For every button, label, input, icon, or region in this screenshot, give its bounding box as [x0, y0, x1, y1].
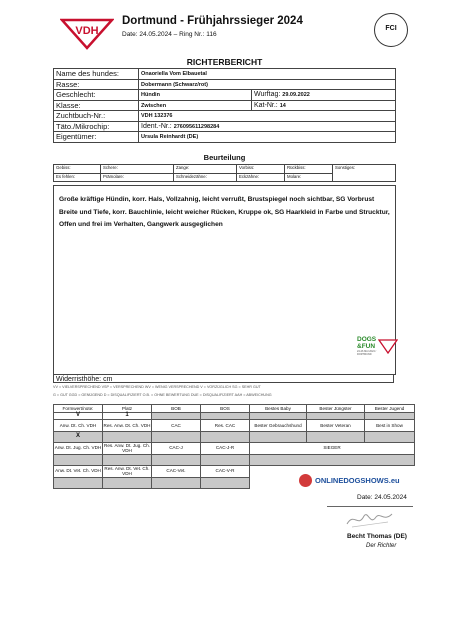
shade-row3-4: [201, 477, 250, 488]
shade-cell-3: [152, 431, 201, 442]
signature-line: [327, 506, 413, 507]
formwert-header: Formwert/note:: [54, 405, 103, 413]
shade-row2-1: [54, 454, 103, 465]
es-fehlen-label: Es fehlen:: [54, 173, 101, 182]
dogs-fun-logo: [357, 336, 377, 366]
fci-logo-text: FCI: [385, 25, 397, 32]
eigentumer-value: Ursula Reinhardt (DE): [141, 134, 199, 141]
zuchtbuch-value: VDH 132376: [141, 113, 173, 120]
wurftag-value: 29.09.2022: [282, 92, 310, 99]
baby-cell: [250, 413, 307, 420]
judge-comment: Große kräftige Hündin, korr. Hals, Vollzahnig, leicht verrußt, Brustspiegel noch sichtbar, SG Vorbrust Breite und Tiefe, korr. Bauchlinie, leicht weicher Rücken, Kruppe ok, SG Haarkleid in Farbe und Strucktur, Offen und frei im Verhalten, Gangwerk ausgeglichen: [59, 196, 390, 229]
geschlecht-value: Hündin: [141, 92, 160, 99]
res-cac-cell: Res. CAC: [201, 420, 250, 432]
legend-line1: VV = VIELVERSPRECHEND VSP = VERSPRECHEND WV = WENIG VERSPRECHEND V = VORZÜGLICH SG = SEHR GUT: [53, 385, 261, 389]
shade-row2-5: [250, 454, 415, 465]
cac-vet-cell: CAC-Vet.: [152, 465, 201, 477]
sonstiges-label: Sonstiges:: [333, 165, 396, 182]
report-title: RICHTERBERICHT: [186, 57, 263, 67]
name-value: Onaoriella Vom Elbauetal: [141, 71, 207, 78]
res-anw-dt-jug-cell: Res. Anw. Dt. Jug. Ch. VDH: [104, 442, 150, 453]
klasse-label: Klasse:: [54, 100, 139, 111]
cac-j-r-cell: CAC-J-R: [201, 442, 250, 454]
cac-cell: CAC: [152, 420, 201, 432]
vorbiss-label: Vorbiss:: [237, 165, 285, 174]
juengster-cell: [307, 413, 365, 420]
shade-row3-2: [103, 477, 152, 488]
platz-value: 1: [103, 413, 152, 420]
vdh-logo-text: VDH: [75, 25, 99, 37]
bob-header: BOB: [152, 405, 201, 413]
rueckbiss-label: Rückbiss:: [285, 165, 333, 174]
formwert-value: V: [54, 413, 103, 420]
gebiss-label: Gebiss:: [54, 165, 101, 174]
gebiss-table: [53, 164, 396, 182]
vdh-logo: [60, 18, 114, 50]
rasse-label: Rasse:: [54, 79, 139, 90]
sieger-cell: SIEGER: [250, 442, 415, 454]
dogs-fun-line1: DOGS: [357, 336, 377, 343]
best-in-show-cell: Best in Show: [365, 420, 415, 432]
anw-dt-ch-cell: Anw. Dt. Ch. VDH: [54, 420, 103, 432]
judge-role: Der Richter: [366, 543, 397, 549]
beurteilung-heading: Beurteilung: [203, 153, 246, 162]
bos-cell: [201, 413, 250, 420]
katnr-label: Kat-Nr.:: [254, 101, 278, 109]
res-anw-dt-vet-cell: Res. Anw. Dt. Vet. Ch. VDH: [104, 465, 150, 476]
shade-row2-4: [201, 454, 250, 465]
anw-dt-vet-cell: Anw. Dt. Vet. Ch. VDH: [54, 465, 103, 477]
bester-gebrauchshund-cell: Bester Gebrauchshund: [250, 420, 307, 432]
cac-j-cell: CAC-J: [152, 442, 201, 454]
geschlecht-label: Geschlecht:: [54, 90, 139, 101]
bos-header: BOS: [201, 405, 250, 413]
rasse-value: Dobermann (Schwarz/rot): [141, 81, 208, 88]
show-date-ring: Date: 24.05.2024 – Ring Nr.: 116: [122, 31, 217, 38]
legend-line2: G = GUT GGD = GENÜGEND D = DISQUALIFIZIERT O.B. = OHNE BEWERTUNG DUE = DISQUALIFIZIERT AAH = ABWEICHUNG: [53, 393, 272, 397]
shade-cell-7: [365, 431, 415, 442]
vdh-small-logo: [378, 339, 398, 354]
praemolare-label: Prämolare:: [101, 173, 174, 182]
name-label: Name des hundes:: [54, 69, 139, 80]
ident-label: Ident.-Nr.:: [141, 122, 172, 130]
res-anw-dt-ch-cell: Res. Anw. Dt. Ch. VDH: [103, 420, 152, 432]
onlinedogshows-logo: [299, 474, 409, 488]
chip-label: Täto./Mikrochip:: [54, 121, 139, 132]
dogs-fun-line3: 24-26 MAI 2024 / DORTMUND: [357, 350, 377, 356]
zuchtbuch-label: Zuchtbuch-Nr.:: [54, 111, 139, 122]
fci-logo: [374, 13, 408, 47]
schere-label: Schere:: [101, 165, 174, 174]
bester-veteran-cell: Bester Veteran: [307, 420, 365, 432]
shade-cell-4: [201, 431, 250, 442]
shade-row3-3: [152, 477, 201, 488]
judge-name: Becht Thomas (DE): [347, 533, 407, 540]
wurftag-label: Wurftag:: [254, 91, 281, 99]
x-mark: X: [54, 431, 103, 442]
onlinedogshows-text: ONLINEDOGSHOWS.eu: [315, 476, 400, 485]
platz-header: Platz: [103, 405, 152, 413]
page-title: Dortmund - Frühjahrssieger 2024: [122, 15, 303, 27]
jugend-cell: [365, 413, 415, 420]
widerrist-field: Widerristhöhe: cm: [53, 374, 394, 383]
dog-info-table: [53, 68, 396, 143]
bester-juengster-header: Bester Jüngster: [307, 405, 365, 413]
shade-cell-5: [250, 431, 307, 442]
eckzaehne-label: Eckzähne:: [237, 173, 285, 182]
judge-signature-image: [344, 508, 396, 530]
cac-v-r-cell: CAC-V-R: [201, 465, 250, 477]
shade-cell-6: [307, 431, 365, 442]
signature-date: Date: 24.05.2024: [357, 494, 407, 501]
klasse-value: Zwischen: [141, 102, 167, 109]
zange-label: Zange:: [174, 165, 237, 174]
shade-row2-3: [152, 454, 201, 465]
bester-jugend-header: Bester Jugend: [365, 405, 415, 413]
bestes-baby-header: Bestes Baby: [250, 405, 307, 413]
bob-cell: [152, 413, 201, 420]
molare-label: Molare:: [285, 173, 333, 182]
schneidezaehne-label: Schneidezähne:: [174, 173, 237, 182]
shade-row2-2: [103, 454, 152, 465]
eigentumer-label: Eigentümer:: [54, 132, 139, 143]
shade-cell-2: [103, 431, 152, 442]
katnr-value: 14: [279, 102, 286, 109]
dogs-fun-line2: &FUN: [357, 343, 376, 350]
onlinedogshows-circle-icon: [299, 474, 312, 487]
ident-value: 276095611298284: [173, 123, 220, 130]
anw-dt-jug-cell: Anw. Dt. Jug. Ch. VDH: [54, 442, 103, 454]
shade-row3-1: [54, 477, 103, 488]
